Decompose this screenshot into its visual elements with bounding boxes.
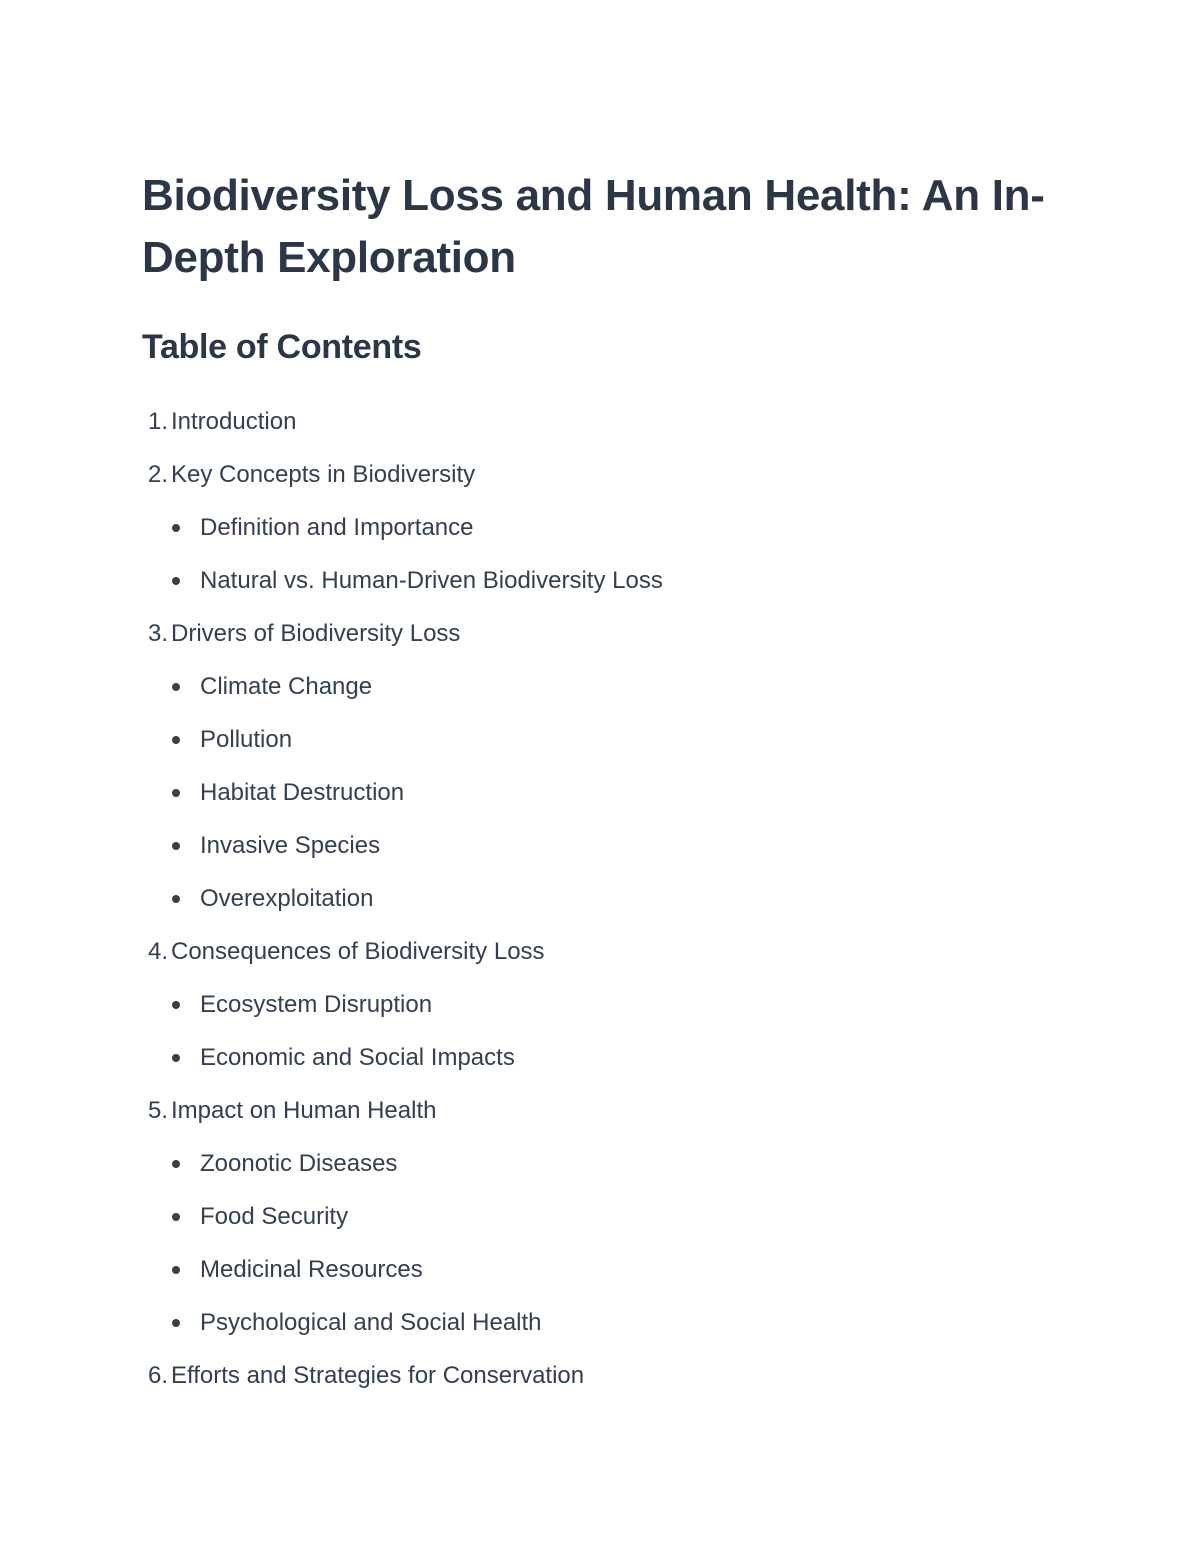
document-page (142, 165, 1082, 1402)
toc-subitem (142, 1190, 1082, 1243)
toc-subitem (142, 660, 1082, 713)
toc-subitem-label: Ecosystem Disruption (200, 991, 433, 1018)
toc-item-label: Efforts and Strategies for Conservation (171, 1362, 585, 1389)
toc-subitem-label: Medicinal Resources (200, 1256, 423, 1283)
toc-entry (142, 607, 1082, 925)
toc-subitem-label: Natural vs. Human-Driven Biodiversity Loss (200, 567, 663, 594)
toc-item-label: Introduction (171, 408, 297, 435)
bullet-icon (172, 842, 180, 850)
toc-subitem (142, 1137, 1082, 1190)
toc-item (142, 607, 1082, 660)
toc-item-number: 3. (147, 620, 168, 647)
bullet-icon (172, 736, 180, 744)
toc-subitem (142, 872, 1082, 925)
bullet-icon (172, 1001, 180, 1009)
toc-subitem (142, 1296, 1082, 1349)
toc-subitem-label: Overexploitation (200, 885, 374, 912)
toc-entry (142, 925, 1082, 1084)
bullet-icon (172, 1054, 180, 1062)
toc-subitem-label: Zoonotic Diseases (200, 1150, 398, 1177)
bullet-icon (172, 1160, 180, 1168)
bullet-icon (172, 1319, 180, 1327)
toc-subitem-label: Habitat Destruction (200, 779, 405, 806)
toc-sublist (142, 660, 1082, 925)
bullet-icon (172, 895, 180, 903)
table-of-contents (142, 395, 1082, 1402)
toc-item-number: 2. (147, 461, 168, 488)
toc-item-number: 4. (147, 938, 168, 965)
toc-subitem-label: Invasive Species (200, 832, 381, 859)
toc-item (142, 395, 1082, 448)
toc-item-number: 5. (147, 1097, 168, 1124)
bullet-icon (172, 524, 180, 532)
toc-entry (142, 1349, 1082, 1402)
toc-sublist (142, 1137, 1082, 1349)
toc-entry (142, 1084, 1082, 1349)
toc-subitem (142, 766, 1082, 819)
toc-subitem (142, 978, 1082, 1031)
toc-heading: Table of Contents (142, 328, 422, 366)
toc-item-label: Key Concepts in Biodiversity (171, 461, 476, 488)
toc-subitem-label: Psychological and Social Health (200, 1309, 542, 1336)
bullet-icon (172, 577, 180, 585)
bullet-icon (172, 1266, 180, 1274)
bullet-icon (172, 1213, 180, 1221)
toc-item (142, 448, 1082, 501)
toc-subitem (142, 501, 1082, 554)
toc-subitem (142, 819, 1082, 872)
toc-item (142, 1084, 1082, 1137)
toc-sublist (142, 978, 1082, 1084)
toc-subitem (142, 713, 1082, 766)
toc-item-number: 1. (147, 408, 168, 435)
toc-subitem-label: Food Security (200, 1203, 349, 1230)
toc-item-label: Consequences of Biodiversity Loss (171, 938, 545, 965)
toc-sublist (142, 501, 1082, 607)
document-title: Biodiversity Loss and Human Health: An In-Depth Exploration (142, 171, 1045, 282)
toc-subitem-label: Pollution (200, 726, 293, 753)
bullet-icon (172, 789, 180, 797)
toc-item-number: 6. (147, 1362, 168, 1389)
toc-item-label: Drivers of Biodiversity Loss (171, 620, 461, 647)
toc-subitem-label: Definition and Importance (200, 514, 474, 541)
toc-subitem-label: Economic and Social Impacts (200, 1044, 515, 1071)
bullet-icon (172, 683, 180, 691)
toc-subitem (142, 554, 1082, 607)
toc-subitem-label: Climate Change (200, 673, 373, 700)
toc-subitem (142, 1243, 1082, 1296)
toc-subitem (142, 1031, 1082, 1084)
toc-entry (142, 448, 1082, 607)
toc-entry (142, 395, 1082, 448)
toc-item (142, 1349, 1082, 1402)
toc-item (142, 925, 1082, 978)
toc-item-label: Impact on Human Health (171, 1097, 437, 1124)
